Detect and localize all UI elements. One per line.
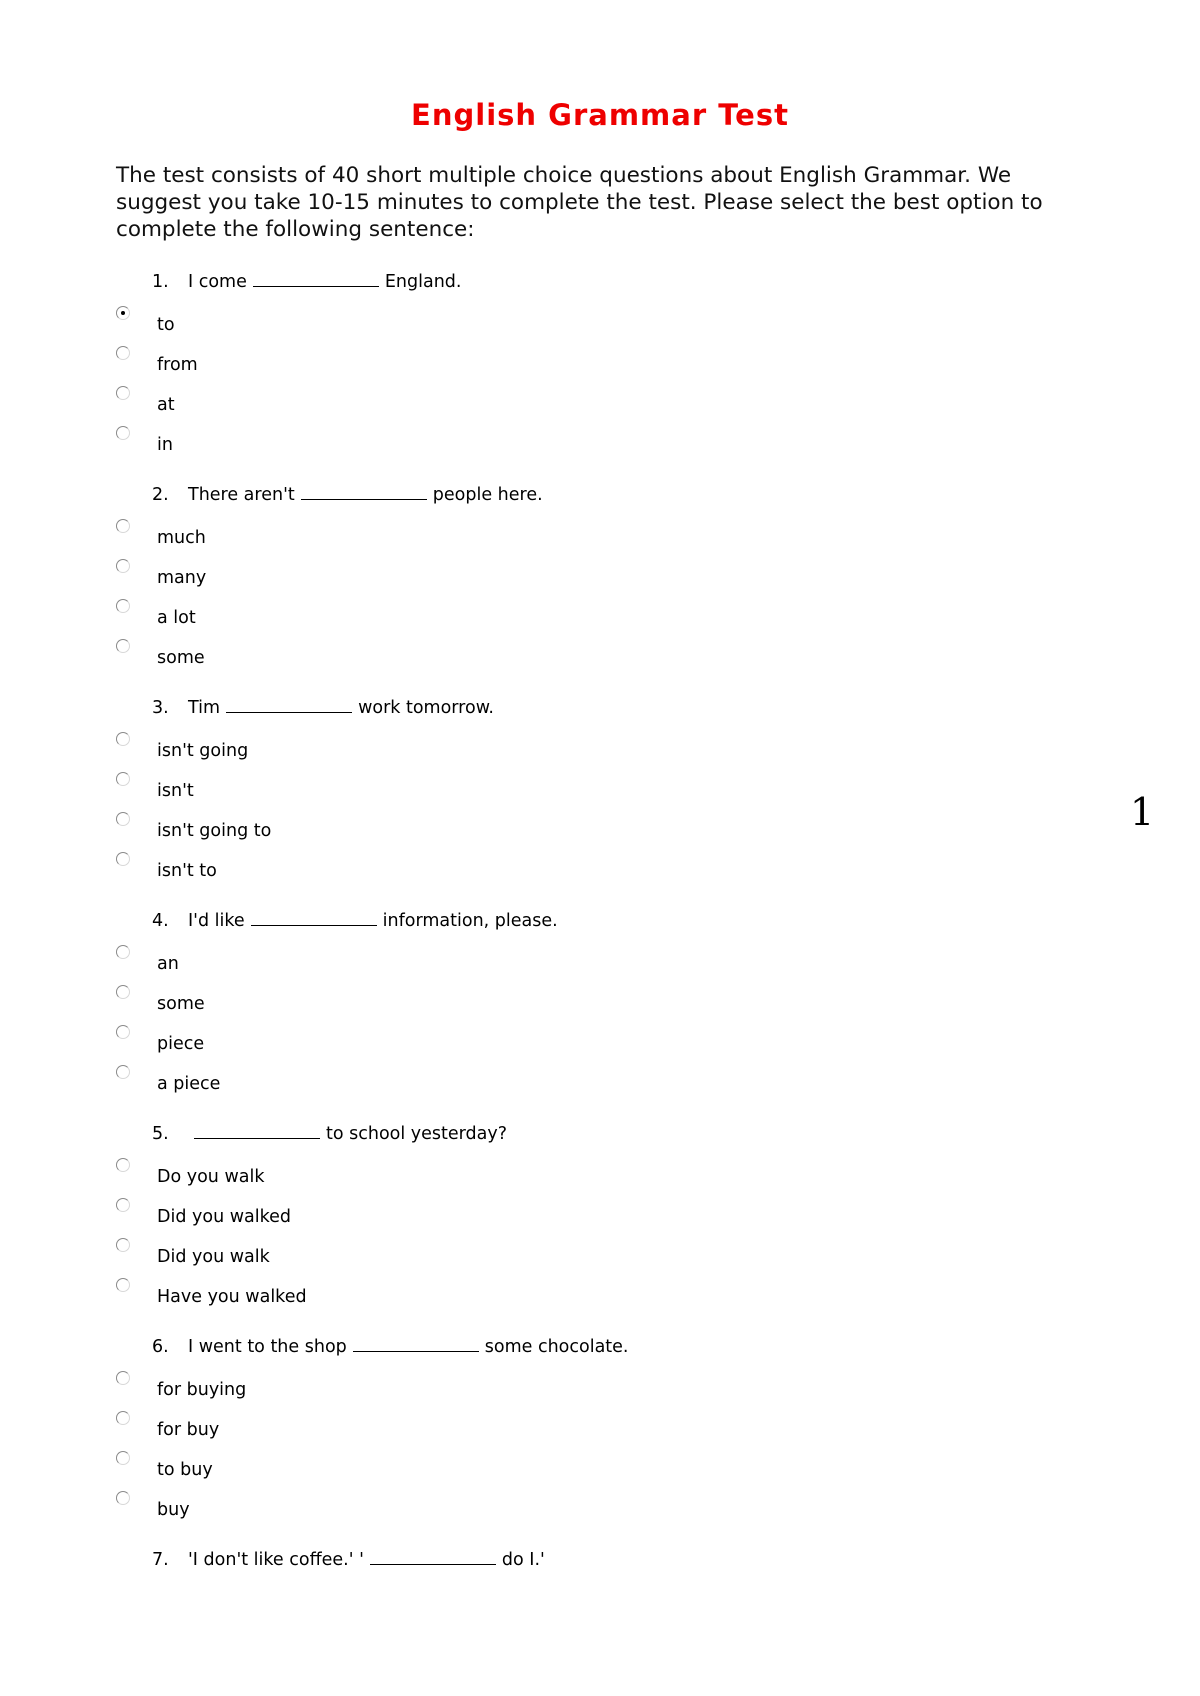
answer-option[interactable] [116, 429, 1016, 469]
radio-button[interactable] [116, 426, 130, 440]
question-number: 4. [152, 911, 169, 931]
option-label[interactable]: isn't going [157, 741, 249, 761]
radio-button[interactable] [116, 812, 130, 826]
question-number: 5. [152, 1124, 169, 1144]
answer-blank [251, 909, 377, 926]
option-label[interactable]: an [157, 954, 179, 974]
radio-button[interactable] [116, 346, 130, 360]
question-prompt [116, 1334, 1016, 1360]
radio-button[interactable] [116, 1238, 130, 1252]
option-label[interactable]: Did you walk [157, 1247, 270, 1267]
answer-option[interactable] [116, 1241, 1016, 1281]
question-text-before: I'd like [188, 911, 245, 931]
question-prompt [116, 482, 1016, 508]
question-number: 2. [152, 485, 169, 505]
question-prompt [116, 1121, 1016, 1147]
option-label[interactable]: Have you walked [157, 1287, 307, 1307]
answer-option[interactable] [116, 1414, 1016, 1454]
question-2 [116, 482, 1016, 682]
answer-option[interactable] [116, 1454, 1016, 1494]
radio-button[interactable] [116, 559, 130, 573]
answer-blank [194, 1122, 320, 1139]
question-prompt [116, 908, 1016, 934]
option-label[interactable]: many [157, 568, 207, 588]
answer-option[interactable] [116, 815, 1016, 855]
question-text-after: work tomorrow. [358, 698, 494, 718]
radio-button[interactable] [116, 1025, 130, 1039]
answer-blank [253, 270, 379, 287]
answer-option[interactable] [116, 1161, 1016, 1201]
page-number: 1 [1130, 790, 1155, 834]
answer-options [116, 948, 1016, 1108]
question-list [116, 269, 1016, 1573]
radio-button[interactable] [116, 1411, 130, 1425]
page-title: English Grammar Test [411, 98, 789, 132]
option-label[interactable]: a lot [157, 608, 196, 628]
option-label[interactable]: to [157, 315, 175, 335]
radio-button[interactable] [116, 852, 130, 866]
option-label[interactable]: at [157, 395, 175, 415]
option-label[interactable]: much [157, 528, 206, 548]
option-label[interactable]: from [157, 355, 198, 375]
question-text-after: some chocolate. [484, 1337, 629, 1357]
question-number: 7. [152, 1550, 169, 1570]
option-label[interactable]: for buying [157, 1380, 247, 1400]
option-label[interactable]: Did you walked [157, 1207, 292, 1227]
answer-option[interactable] [116, 1374, 1016, 1414]
answer-option[interactable] [116, 775, 1016, 815]
answer-option[interactable] [116, 948, 1016, 988]
radio-button[interactable] [116, 772, 130, 786]
radio-button[interactable] [116, 732, 130, 746]
question-text-after: to school yesterday? [326, 1124, 508, 1144]
radio-button[interactable] [116, 945, 130, 959]
answer-options [116, 522, 1016, 682]
option-label[interactable]: Do you walk [157, 1167, 265, 1187]
answer-option[interactable] [116, 522, 1016, 562]
option-label[interactable]: isn't going to [157, 821, 272, 841]
question-3 [116, 695, 1016, 895]
question-text-before: There aren't [188, 485, 295, 505]
question-text-before: Tim [188, 698, 221, 718]
answer-option[interactable] [116, 988, 1016, 1028]
option-label[interactable]: a piece [157, 1074, 221, 1094]
radio-button-checked[interactable] [116, 306, 130, 320]
answer-option[interactable] [116, 1068, 1016, 1108]
radio-button[interactable] [116, 1278, 130, 1292]
radio-button[interactable] [116, 1371, 130, 1385]
radio-button[interactable] [116, 1451, 130, 1465]
answer-option[interactable] [116, 389, 1016, 429]
answer-options [116, 1161, 1016, 1321]
answer-blank [353, 1335, 479, 1352]
radio-button[interactable] [116, 639, 130, 653]
answer-options [116, 1374, 1016, 1534]
answer-options [116, 735, 1016, 895]
question-number: 3. [152, 698, 169, 718]
option-label[interactable]: buy [157, 1500, 190, 1520]
radio-button[interactable] [116, 1491, 130, 1505]
radio-button[interactable] [116, 985, 130, 999]
question-text-before: 'I don't like coffee.' ' [188, 1550, 364, 1570]
test-instructions: The test consists of 40 short multiple choice questions about English Grammar. We suggest you take 10-15 minutes to complete the test. Please select the best option to complete the following sentence: [116, 163, 1043, 242]
question-number: 1. [152, 272, 169, 292]
question-prompt [116, 269, 1016, 295]
question-1 [116, 269, 1016, 469]
radio-button[interactable] [116, 1065, 130, 1079]
option-label[interactable]: some [157, 648, 205, 668]
option-label[interactable]: some [157, 994, 205, 1014]
answer-option[interactable] [116, 735, 1016, 775]
question-text-after: do I.' [501, 1550, 545, 1570]
answer-option[interactable] [116, 1028, 1016, 1068]
answer-option[interactable] [116, 602, 1016, 642]
question-4 [116, 908, 1016, 1108]
option-label[interactable]: in [157, 435, 173, 455]
question-text-before: I went to the shop [188, 1337, 347, 1357]
answer-option[interactable] [116, 349, 1016, 389]
answer-option[interactable] [116, 1494, 1016, 1534]
answer-option[interactable] [116, 642, 1016, 682]
question-prompt [116, 1547, 1016, 1573]
question-7 [116, 1547, 1016, 1573]
radio-button[interactable] [116, 1158, 130, 1172]
option-label[interactable]: isn't [157, 781, 194, 801]
question-5 [116, 1121, 1016, 1321]
option-label[interactable]: isn't to [157, 861, 217, 881]
answer-blank [370, 1548, 496, 1565]
answer-option[interactable] [116, 855, 1016, 895]
radio-button[interactable] [116, 599, 130, 613]
option-label[interactable]: piece [157, 1034, 205, 1054]
option-label[interactable]: to buy [157, 1460, 213, 1480]
answer-blank [301, 483, 427, 500]
question-number: 6. [152, 1337, 169, 1357]
radio-button[interactable] [116, 1198, 130, 1212]
question-text-after: England. [384, 272, 462, 292]
answer-option[interactable] [116, 1281, 1016, 1321]
answer-option[interactable] [116, 1201, 1016, 1241]
option-label[interactable]: for buy [157, 1420, 220, 1440]
answer-blank [226, 696, 352, 713]
question-text-after: information, please. [382, 911, 558, 931]
answer-option[interactable] [116, 562, 1016, 602]
question-prompt [116, 695, 1016, 721]
answer-option[interactable] [116, 309, 1016, 349]
question-text-after: people here. [432, 485, 543, 505]
answer-options [116, 309, 1016, 469]
question-6 [116, 1334, 1016, 1534]
question-text-before: I come [188, 272, 247, 292]
radio-button[interactable] [116, 386, 130, 400]
radio-button[interactable] [116, 519, 130, 533]
